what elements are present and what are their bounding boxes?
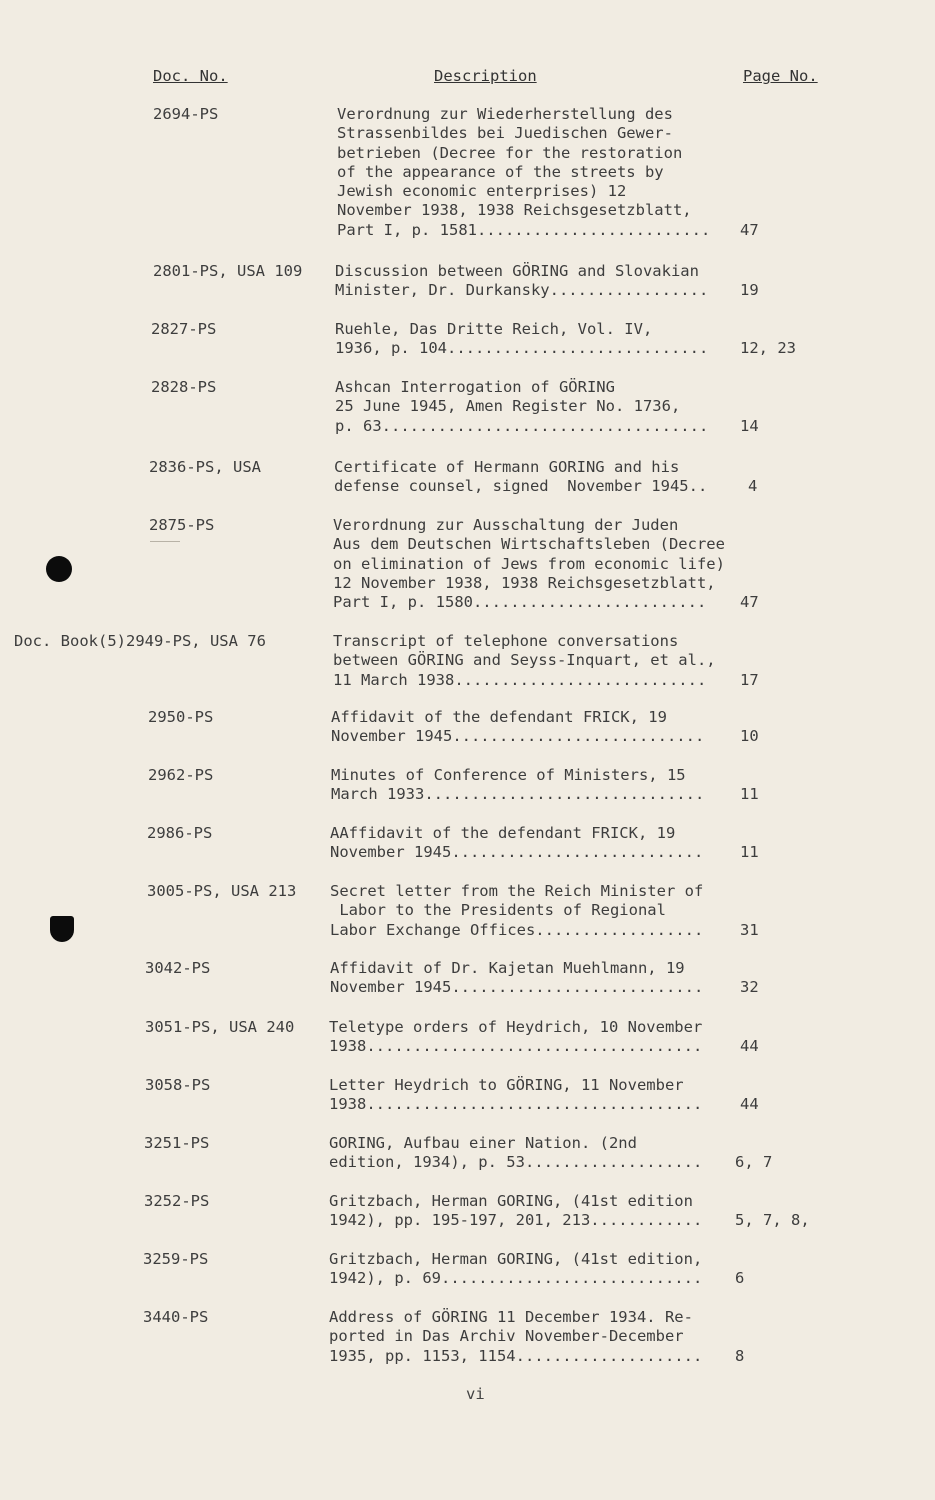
page-ref: 5, 7, 8, <box>735 1211 810 1230</box>
doc-number: Doc. Book(5)2949-PS, USA 76 <box>14 632 266 650</box>
description-line: March 1933.............................. <box>331 785 705 804</box>
description-line: Gritzbach, Herman GORING, (41st edition <box>329 1192 693 1210</box>
doc-number: 2827-PS <box>151 320 217 338</box>
doc-number: 3440-PS <box>143 1308 209 1326</box>
description-line: Aus dem Deutschen Wirtschaftsleben (Decree <box>333 535 725 554</box>
description-line: November 1945........................... <box>330 978 704 997</box>
description-line: 12 November 1938, 1938 Reichsgesetzblatt, <box>333 573 716 592</box>
description-line: November 1938, 1938 Reichsgesetzblatt, <box>337 201 692 220</box>
doc-number: 3051-PS, USA 240 <box>145 1018 295 1036</box>
description-line: Affidavit of the defendant FRICK, 19 <box>331 708 667 726</box>
page-ref: 14 <box>740 416 759 435</box>
description-line: of the appearance of the streets by <box>337 162 664 181</box>
page-ref: 44 <box>740 1095 759 1114</box>
description-line: defense counsel, signed November 1945.. <box>334 477 708 496</box>
page-ref: 10 <box>740 727 759 746</box>
description-line: Jewish economic enterprises) 12 <box>337 182 627 201</box>
description <box>329 1018 769 1057</box>
description-line: 11 March 1938........................... <box>333 670 707 689</box>
description-line: Minister, Dr. Durkansky................. <box>335 281 709 300</box>
page-ref: 44 <box>740 1037 759 1056</box>
description <box>330 824 770 863</box>
doc-number: 3042-PS <box>145 959 211 977</box>
description <box>329 1134 769 1173</box>
page-ref: 6 <box>735 1269 745 1288</box>
description-line: 1942), pp. 195-197, 201, 213............ <box>329 1211 703 1230</box>
doc-number: 2986-PS <box>147 824 213 842</box>
description-line: Part I, p. 1581......................... <box>337 220 711 239</box>
page-ref: 47 <box>740 220 759 239</box>
description <box>335 378 775 436</box>
description-line: Verordnung zur Ausschaltung der Juden <box>333 516 679 534</box>
page-ref: 4 <box>748 477 758 496</box>
page-ref: 11 <box>740 843 759 862</box>
description <box>337 105 777 240</box>
description-line: Letter Heydrich to GÖRING, 11 November <box>329 1076 684 1094</box>
description <box>329 1192 769 1231</box>
page-ref: 17 <box>740 670 759 689</box>
description-line: Verordnung zur Wiederherstellung des <box>337 105 673 123</box>
description <box>330 959 770 998</box>
description-line: Certificate of Hermann GORING and his <box>334 458 680 476</box>
description-line: 1942), p. 69............................ <box>329 1269 703 1288</box>
doc-number: 2950-PS <box>148 708 214 726</box>
description-line: 25 June 1945, Amen Register No. 1736, <box>335 397 681 416</box>
description-line: 1935, pp. 1153, 1154.................... <box>329 1346 703 1365</box>
description-line: Labor Exchange Offices.................. <box>330 920 704 939</box>
description <box>329 1250 769 1289</box>
description-line: AAffidavit of the defendant FRICK, 19 <box>330 824 676 842</box>
description-line: Ashcan Interrogation of GÖRING <box>335 378 615 396</box>
doc-number: 2836-PS, USA <box>149 458 261 476</box>
page-number: vi <box>466 1385 485 1403</box>
description <box>331 708 771 747</box>
description <box>329 1076 769 1115</box>
description-line: 1938.................................... <box>329 1037 703 1056</box>
description <box>335 320 775 359</box>
doc-number: 2828-PS <box>151 378 217 396</box>
description-line: Secret letter from the Reich Minister of <box>330 882 704 900</box>
description <box>333 516 773 612</box>
description-line: Strassenbildes bei Juedischen Gewer- <box>337 124 673 143</box>
description <box>335 262 775 301</box>
page-ref: 32 <box>740 978 759 997</box>
description-line: Discussion between GÖRING and Slovakian <box>335 262 699 280</box>
header-doc-no: Doc. No. <box>153 67 228 85</box>
description-line: GORING, Aufbau einer Nation. (2nd <box>329 1134 637 1152</box>
description-line: ported in Das Archiv November-December <box>329 1327 684 1346</box>
page-ref: 12, 23 <box>740 339 796 358</box>
description-line: Ruehle, Das Dritte Reich, Vol. IV, <box>335 320 653 338</box>
description-line: 1938.................................... <box>329 1095 703 1114</box>
pencil-mark <box>150 541 180 542</box>
doc-number: 3005-PS, USA 213 <box>147 882 297 900</box>
description-line: Gritzbach, Herman GORING, (41st edition, <box>329 1250 703 1268</box>
page-ref: 47 <box>740 593 759 612</box>
description-line: edition, 1934), p. 53................... <box>329 1153 703 1172</box>
description-line: on elimination of Jews from economic life) <box>333 554 725 573</box>
description-line: p. 63................................... <box>335 416 709 435</box>
doc-number: 3251-PS <box>144 1134 210 1152</box>
description <box>330 882 770 940</box>
description-line: November 1945........................... <box>331 727 705 746</box>
doc-number: 2962-PS <box>148 766 214 784</box>
punch-hole-icon <box>50 916 74 942</box>
description-line: November 1945........................... <box>330 843 704 862</box>
description-line: betrieben (Decree for the restoration <box>337 143 683 162</box>
header-page-no: Page No. <box>743 67 818 85</box>
doc-number: 2694-PS <box>153 105 219 123</box>
doc-number: 2801-PS, USA 109 <box>153 262 303 280</box>
description-line: 1936, p. 104............................ <box>335 339 709 358</box>
doc-number: 3252-PS <box>144 1192 210 1210</box>
doc-number: 3259-PS <box>143 1250 209 1268</box>
description <box>329 1308 769 1366</box>
page-ref: 8 <box>735 1346 745 1365</box>
description-line: Affidavit of Dr. Kajetan Muehlmann, 19 <box>330 959 685 977</box>
description-line: Teletype orders of Heydrich, 10 November <box>329 1018 703 1036</box>
description-line: Part I, p. 1580......................... <box>333 593 707 612</box>
description <box>334 458 774 497</box>
header-description: Description <box>434 67 537 85</box>
description-line: Transcript of telephone conversations <box>333 632 679 650</box>
page-ref: 31 <box>740 920 759 939</box>
page-ref: 19 <box>740 281 759 300</box>
doc-number: 3058-PS <box>145 1076 211 1094</box>
description-line: Labor to the Presidents of Regional <box>330 901 666 920</box>
description <box>333 632 773 690</box>
doc-number: 2875-PS <box>149 516 215 534</box>
description <box>331 766 771 805</box>
description-line: Minutes of Conference of Ministers, 15 <box>331 766 686 784</box>
page-ref: 6, 7 <box>735 1153 773 1172</box>
description-line: Address of GÖRING 11 December 1934. Re- <box>329 1308 693 1326</box>
page-ref: 11 <box>740 785 759 804</box>
punch-hole-icon <box>46 556 72 582</box>
description-line: between GÖRING and Seyss-Inquart, et al., <box>333 651 716 670</box>
